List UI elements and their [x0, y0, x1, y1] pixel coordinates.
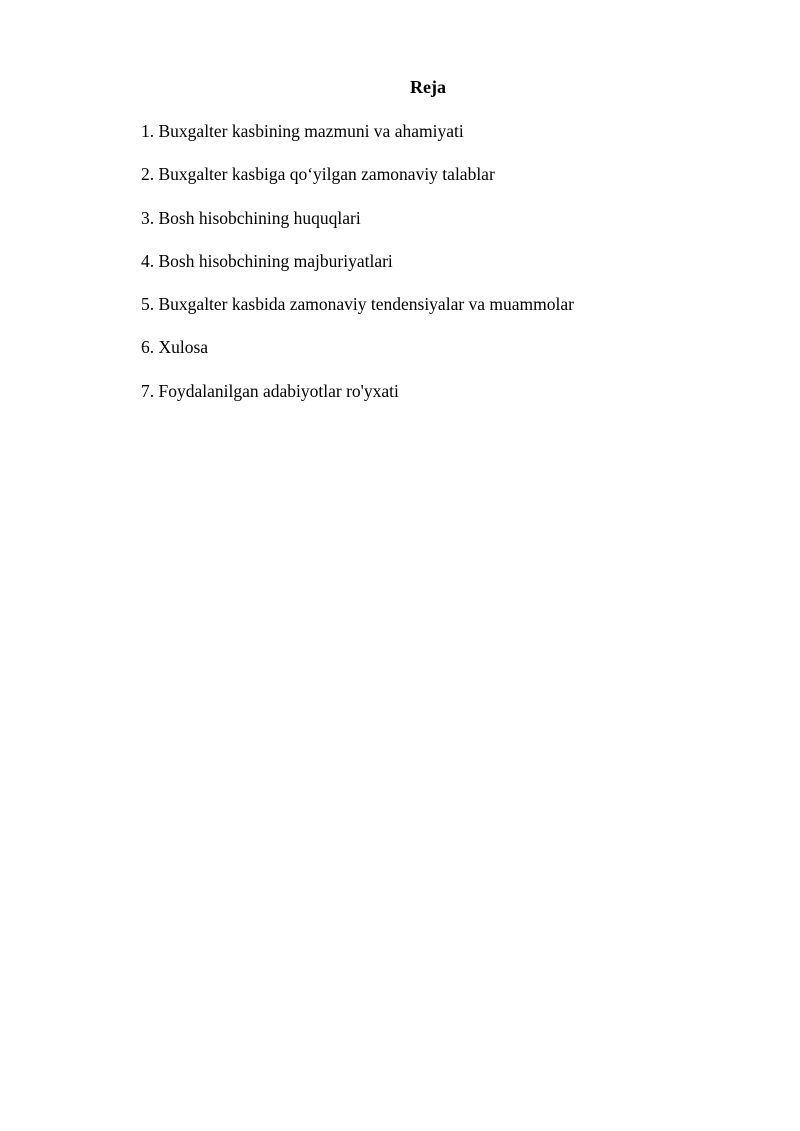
plan-item-2: 2. Buxgalter kasbiga qo‘yilgan zamonaviy talablar — [141, 164, 495, 185]
plan-item-1: 1. Buxgalter kasbining mazmuni va ahamiyati — [141, 121, 464, 141]
page-title: Reja — [410, 77, 446, 97]
plan-item-7: 7. Foydalanilgan adabiyotlar ro'yxati — [141, 380, 399, 401]
plan-item-5: 5. Buxgalter kasbida zamonaviy tendensiyalar va muammolar — [141, 294, 574, 315]
plan-item-4: 4. Bosh hisobchining majburiyatlari — [141, 250, 393, 271]
plan-list — [141, 120, 574, 423]
plan-item-3: 3. Bosh hisobchining huquqlari — [141, 207, 361, 228]
plan-item-6: 6. Xulosa — [141, 337, 209, 358]
